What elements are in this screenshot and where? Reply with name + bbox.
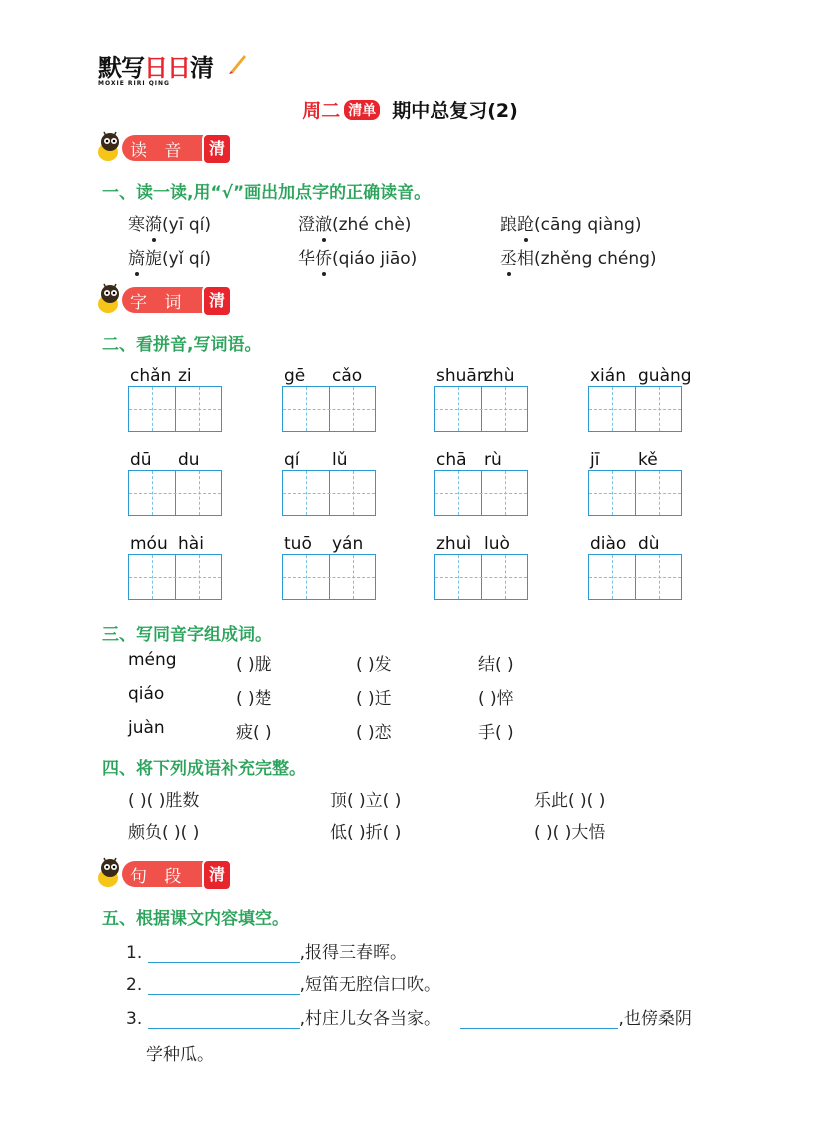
- q2-pinyin: móu: [130, 534, 168, 554]
- q3-pinyin: qiáo: [128, 684, 165, 704]
- badge-qing: 清: [202, 859, 232, 891]
- q1-item: 踉跄(cāng qiàng): [500, 215, 642, 235]
- q2-writing-grid[interactable]: [128, 470, 222, 516]
- title-day: 周二: [302, 100, 341, 122]
- q3-blank[interactable]: ( )悴: [478, 689, 514, 709]
- q5-num: 2.: [126, 975, 143, 995]
- section-badge-reading: [96, 130, 236, 164]
- q5-num: 1.: [126, 943, 143, 963]
- q3-blank[interactable]: 疲( ): [236, 723, 272, 743]
- q2-pinyin: yán: [332, 534, 364, 554]
- q3-blank[interactable]: ( )恋: [356, 723, 392, 743]
- q2-heading: 二、看拼音,写词语。: [102, 335, 262, 355]
- section-badge-words: [96, 282, 236, 316]
- q4-blank[interactable]: 颇负( )( ): [128, 823, 200, 843]
- q2-writing-grid[interactable]: [282, 470, 376, 516]
- q2-writing-grid[interactable]: [128, 386, 222, 432]
- q2-writing-grid[interactable]: [434, 386, 528, 432]
- q2-pinyin: cǎo: [332, 366, 363, 386]
- q2-pinyin: zhuì: [436, 534, 472, 554]
- q3-pinyin: juàn: [128, 718, 165, 738]
- title-main: 期中总复习(2): [392, 100, 518, 122]
- q2-pinyin: shuān: [436, 366, 488, 386]
- q2-pinyin: zi: [178, 366, 192, 386]
- q4-blank[interactable]: ( )( )胜数: [128, 791, 200, 811]
- q5-heading: 五、根据课文内容填空。: [102, 909, 289, 929]
- logo-text-b: 日日: [144, 54, 190, 82]
- q2-pinyin: chǎn: [130, 366, 172, 386]
- badge-label: 读 音: [130, 141, 188, 161]
- q2-writing-grid[interactable]: [282, 386, 376, 432]
- q2-writing-grid[interactable]: [434, 470, 528, 516]
- q1-item: 旖旎(yǐ qí): [128, 249, 211, 269]
- q5-num: 3.: [126, 1009, 143, 1029]
- q3-blank[interactable]: ( )胧: [236, 655, 272, 675]
- title-badge: 清单: [344, 100, 380, 120]
- q5-text: ,短笛无腔信口吹。: [299, 975, 442, 995]
- q2-pinyin: luò: [484, 534, 510, 554]
- q2-pinyin: gē: [284, 366, 306, 386]
- badge-qing: 清: [202, 133, 232, 165]
- q2-pinyin: tuō: [284, 534, 312, 554]
- brand-logo: [98, 48, 213, 87]
- q2-pinyin: kě: [638, 450, 658, 470]
- badge-label: 字 词: [130, 293, 188, 313]
- q4-blank[interactable]: 乐此( )( ): [534, 791, 606, 811]
- q5-blank-line[interactable]: [460, 1008, 618, 1029]
- q5-text: ,村庄儿女各当家。: [299, 1009, 442, 1029]
- q5-text: ,也傍桑阴: [618, 1009, 692, 1029]
- q3-blank[interactable]: ( )发: [356, 655, 392, 675]
- q2-pinyin: qí: [284, 450, 300, 470]
- badge-qing: 清: [202, 285, 232, 317]
- q2-pinyin: dū: [130, 450, 152, 470]
- q2-pinyin: guàng: [638, 366, 692, 386]
- q3-blank[interactable]: 手( ): [478, 723, 514, 743]
- q5-item: [126, 938, 407, 963]
- q2-pinyin: du: [178, 450, 200, 470]
- pen-icon: [228, 52, 248, 74]
- q2-pinyin: dù: [638, 534, 660, 554]
- q2-pinyin: zhù: [484, 366, 515, 386]
- q1-item: 寒漪(yī qí): [128, 215, 211, 235]
- q4-blank[interactable]: 低( )折( ): [330, 823, 402, 843]
- q3-heading: 三、写同音字组成词。: [102, 625, 272, 645]
- q2-pinyin: rù: [484, 450, 502, 470]
- q5-blank-line[interactable]: [148, 1008, 300, 1029]
- badge-label: 句 段: [130, 867, 188, 887]
- q2-pinyin: xián: [590, 366, 626, 386]
- q1-item: 澄澈(zhé chè): [298, 215, 412, 235]
- q3-blank[interactable]: 结( ): [478, 655, 514, 675]
- q2-writing-grid[interactable]: [588, 386, 682, 432]
- q2-pinyin: jī: [590, 450, 600, 470]
- page-title: [0, 96, 820, 123]
- q1-heading: 一、读一读,用“√”画出加点字的正确读音。: [102, 183, 432, 203]
- section-badge-sentences: [96, 856, 236, 890]
- q3-pinyin: méng: [128, 650, 177, 670]
- q2-pinyin: hài: [178, 534, 204, 554]
- q5-text: ,报得三春晖。: [299, 943, 408, 963]
- q2-writing-grid[interactable]: [588, 470, 682, 516]
- q3-blank[interactable]: ( )迁: [356, 689, 392, 709]
- q5-item: [126, 1004, 692, 1029]
- q2-pinyin: diào: [590, 534, 627, 554]
- q2-writing-grid[interactable]: [282, 554, 376, 600]
- q4-blank[interactable]: 顶( )立( ): [330, 791, 402, 811]
- q4-blank[interactable]: ( )( )大悟: [534, 823, 606, 843]
- q5-tail: 学种瓜。: [146, 1045, 214, 1065]
- q3-blank[interactable]: ( )楚: [236, 689, 272, 709]
- logo-text-a: 默写: [98, 54, 144, 82]
- q2-pinyin: chā: [436, 450, 467, 470]
- q2-writing-grid[interactable]: [128, 554, 222, 600]
- q2-writing-grid[interactable]: [434, 554, 528, 600]
- q4-heading: 四、将下列成语补充完整。: [102, 759, 306, 779]
- logo-subtitle: MOXIE RIRI QING: [98, 80, 170, 87]
- q2-writing-grid[interactable]: [588, 554, 682, 600]
- q5-blank-line[interactable]: [148, 942, 300, 963]
- q1-item: 丞相(zhěng chéng): [500, 249, 657, 269]
- q1-item: 华侨(qiáo jiāo): [298, 249, 418, 269]
- q2-pinyin: lǔ: [332, 450, 348, 470]
- q5-blank-line[interactable]: [148, 974, 300, 995]
- q5-item: [126, 970, 441, 995]
- logo-text-c: 清: [190, 54, 213, 82]
